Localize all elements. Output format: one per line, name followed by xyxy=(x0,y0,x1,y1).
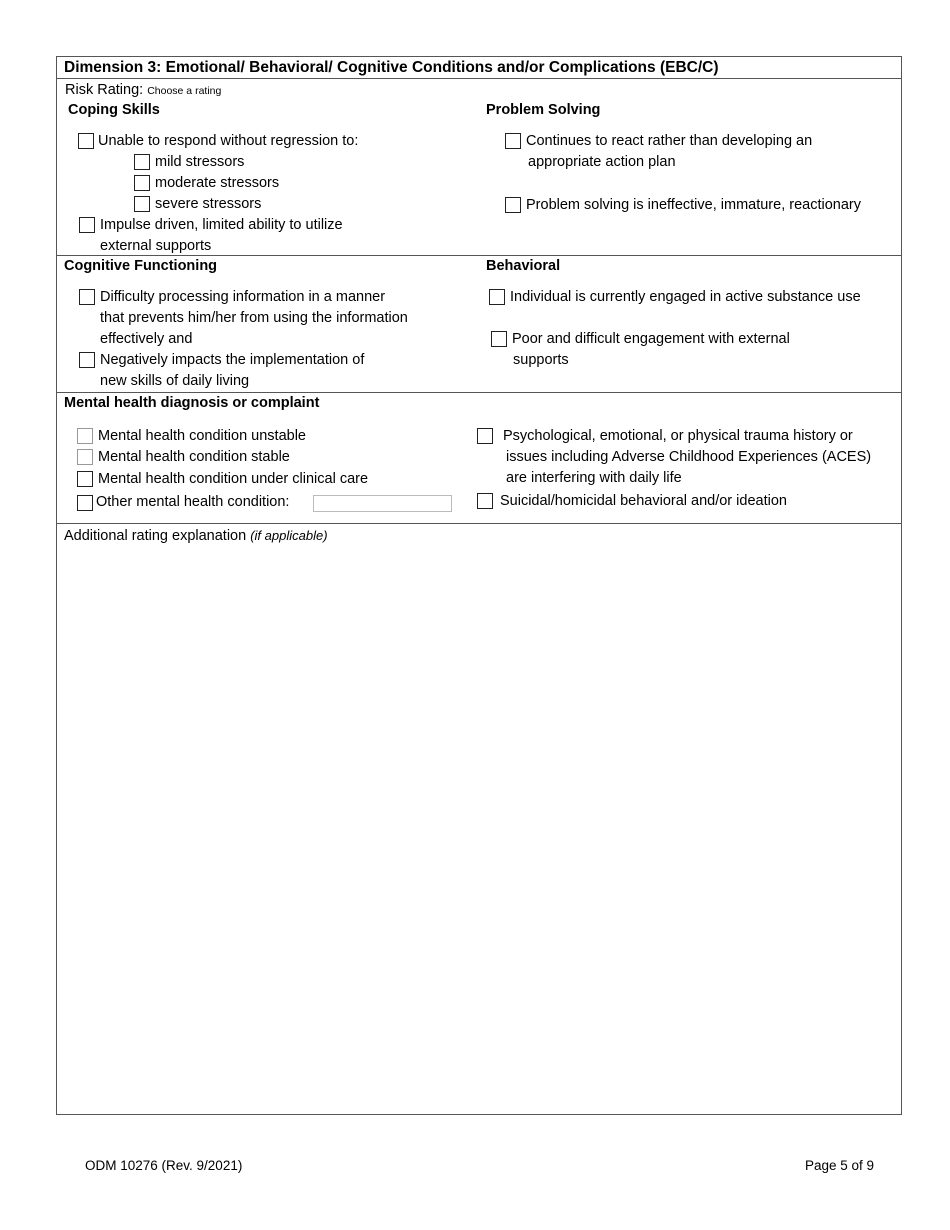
suicidal-label: Suicidal/homicidal behavioral and/or ideation xyxy=(500,493,787,509)
trauma-checkbox[interactable] xyxy=(477,428,493,444)
trauma-label-cont1: issues including Adverse Childhood Experiences (ACES) xyxy=(506,449,872,465)
difficulty-processing-label-cont2: effectively and xyxy=(100,331,193,347)
active-substance-use-checkbox[interactable] xyxy=(489,289,505,305)
additional-explanation-label xyxy=(64,526,328,546)
impulse-driven-label: Impulse driven, limited ability to utilize xyxy=(100,217,343,233)
ineffective-checkbox[interactable] xyxy=(505,197,521,213)
risk-rating xyxy=(65,80,221,101)
unstable-checkbox[interactable] xyxy=(77,428,93,444)
impulse-driven-label-cont: external supports xyxy=(100,238,212,254)
stable-checkbox[interactable] xyxy=(77,449,93,465)
coping-skills-heading: Coping Skills xyxy=(68,102,160,118)
behavioral-heading: Behavioral xyxy=(486,258,561,274)
additional-label-text: Additional rating explanation xyxy=(64,528,251,544)
negatively-impacts-label-cont: new skills of daily living xyxy=(100,373,250,389)
active-substance-use-label: Individual is currently engaged in active substance use xyxy=(510,289,861,305)
mental-health-heading: Mental health diagnosis or complaint xyxy=(64,395,320,411)
severe-stressors-label: severe stressors xyxy=(155,196,262,212)
poor-engagement-checkbox[interactable] xyxy=(491,331,507,347)
suicidal-checkbox[interactable] xyxy=(477,493,493,509)
clinical-care-label: Mental health condition under clinical care xyxy=(98,471,369,487)
problem-solving-heading: Problem Solving xyxy=(486,102,601,118)
cognitive-heading: Cognitive Functioning xyxy=(64,258,218,274)
trauma-label-cont2: are interfering with daily life xyxy=(506,470,682,486)
unstable-label: Mental health condition unstable xyxy=(98,428,306,444)
difficulty-processing-label-cont1: that prevents him/her from using the information xyxy=(100,310,408,326)
difficulty-processing-label: Difficulty processing information in a manner xyxy=(100,289,386,305)
ineffective-label: Problem solving is ineffective, immature, reactionary xyxy=(526,197,861,213)
react-checkbox[interactable] xyxy=(505,133,521,149)
risk-rating-label: Risk Rating: xyxy=(65,82,144,98)
coping-problem-section xyxy=(57,79,901,256)
ebc-form xyxy=(56,56,902,1115)
cognitive-behavioral-section xyxy=(57,256,901,393)
regression-label: Unable to respond without regression to: xyxy=(98,133,359,149)
other-condition-input[interactable] xyxy=(313,495,452,512)
additional-explanation-section[interactable] xyxy=(57,524,901,1114)
react-label-cont: appropriate action plan xyxy=(528,154,676,170)
mild-stressors-label: mild stressors xyxy=(155,154,245,170)
stable-label: Mental health condition stable xyxy=(98,449,290,465)
negatively-impacts-checkbox[interactable] xyxy=(79,352,95,368)
poor-engagement-label-cont: supports xyxy=(513,352,569,368)
regression-checkbox[interactable] xyxy=(78,133,94,149)
other-condition-checkbox[interactable] xyxy=(77,495,93,511)
poor-engagement-label: Poor and difficult engagement with external xyxy=(512,331,790,347)
react-label: Continues to react rather than developing an xyxy=(526,133,813,149)
negatively-impacts-label: Negatively impacts the implementation of xyxy=(100,352,365,368)
trauma-label: Psychological, emotional, or physical trauma history or xyxy=(503,428,853,444)
mild-stressors-checkbox[interactable] xyxy=(134,154,150,170)
page-number: Page 5 of 9 xyxy=(804,1158,874,1173)
clinical-care-checkbox[interactable] xyxy=(77,471,93,487)
dimension-title: Dimension 3: Emotional/ Behavioral/ Cognitive Conditions and/or Complications (EBC/C) xyxy=(57,57,901,79)
severe-stressors-checkbox[interactable] xyxy=(134,196,150,212)
difficulty-processing-checkbox[interactable] xyxy=(79,289,95,305)
form-id: ODM 10276 (Rev. 9/2021) xyxy=(85,1158,243,1173)
additional-label-hint: (if applicable) xyxy=(250,528,328,543)
other-condition-label: Other mental health condition: xyxy=(96,494,290,510)
mental-health-section xyxy=(57,393,901,524)
moderate-stressors-checkbox[interactable] xyxy=(134,175,150,191)
moderate-stressors-label: moderate stressors xyxy=(155,175,280,191)
risk-rating-dropdown[interactable]: Choose a rating xyxy=(147,85,222,97)
impulse-driven-checkbox[interactable] xyxy=(79,217,95,233)
